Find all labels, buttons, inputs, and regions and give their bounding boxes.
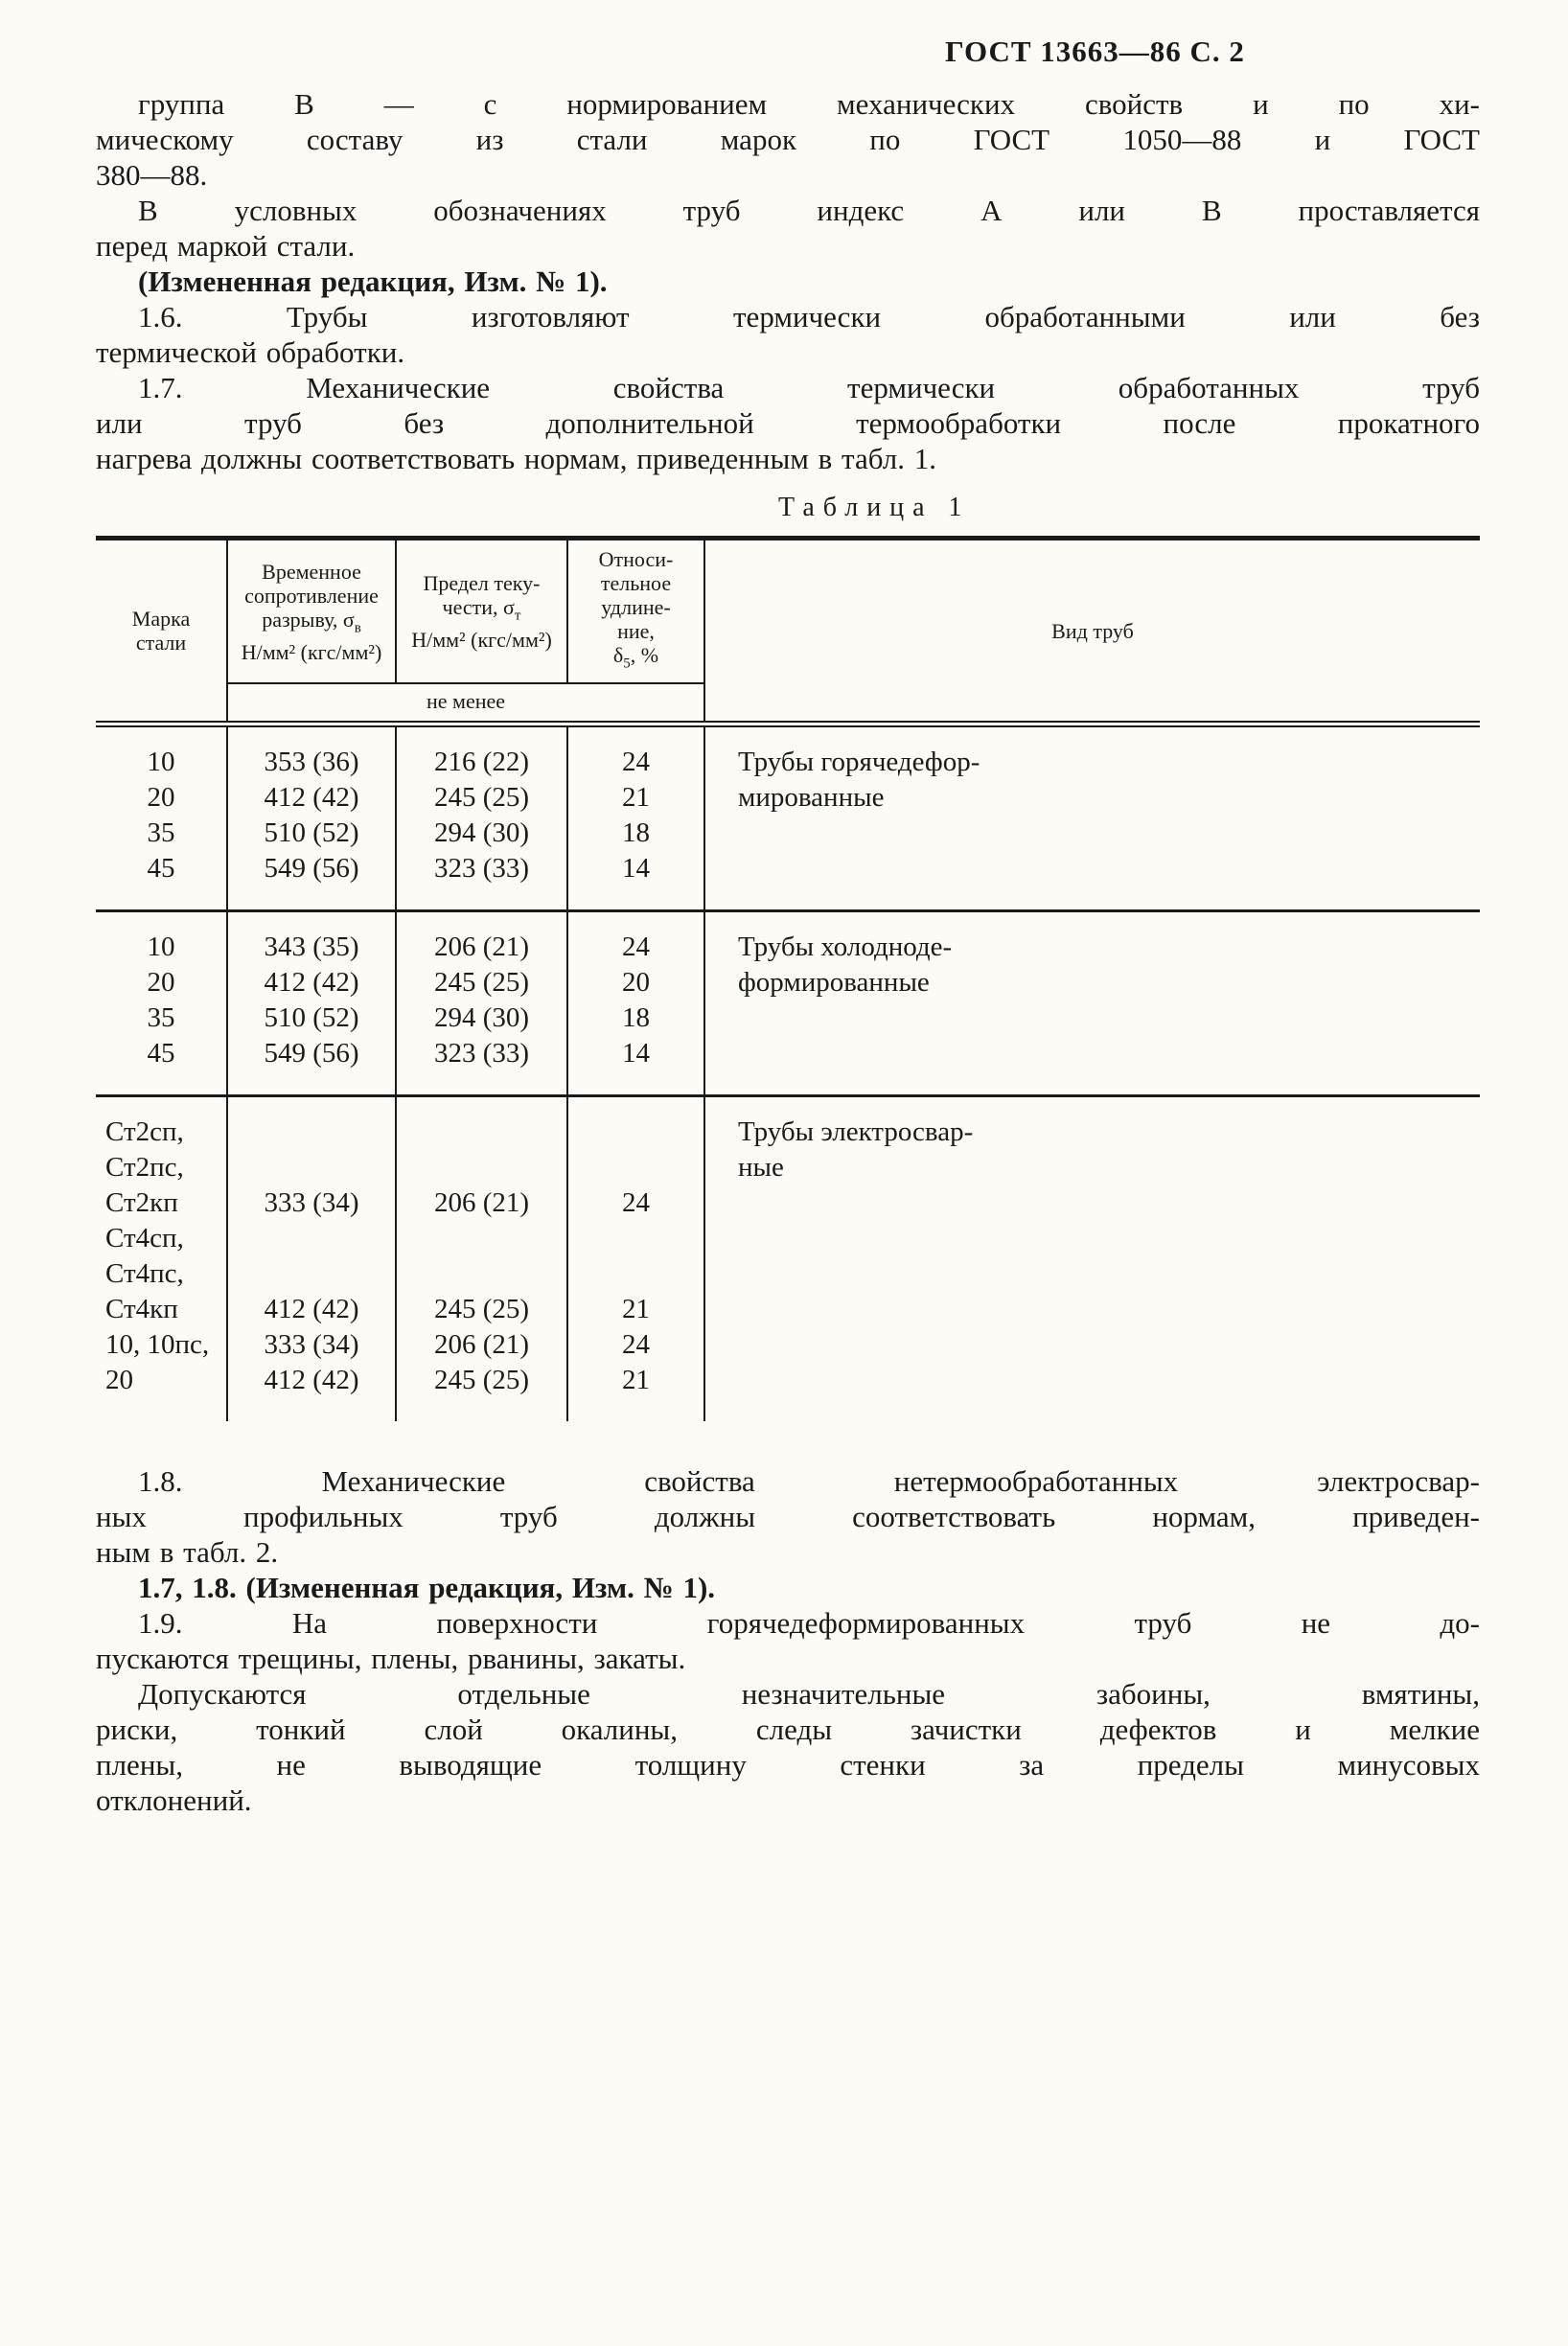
cell-value: 333 (34) xyxy=(227,1185,396,1221)
paragraphs-bottom xyxy=(96,1463,1480,1818)
page-header: ГОСТ 13663—86 С. 2 xyxy=(945,34,1245,68)
pipe-type-line: ные xyxy=(738,1152,784,1184)
text-line: 1.6. Трубы изготовляют термически обработанными или без xyxy=(138,300,1480,334)
header-line: чести, $\sigma_т$ xyxy=(442,595,521,624)
text-line: пускаются трещины, плены, рванины, закаты. xyxy=(96,1642,686,1676)
text-line: 380—88. xyxy=(96,158,208,192)
cell-value xyxy=(227,1221,396,1256)
cell-value: 412 (42) xyxy=(227,1292,396,1327)
cell-value: 294 (30) xyxy=(396,1000,567,1036)
cell-value: 343 (35) xyxy=(227,911,396,966)
cell-value: 245 (25) xyxy=(396,965,567,1000)
table-header-row xyxy=(96,539,1480,684)
text-line: риски, тонкий слой окалины, следы зачистки дефектов и мелкие xyxy=(96,1713,1480,1747)
header-line: удлине- xyxy=(601,595,671,619)
cell-value: 245 (25) xyxy=(396,1363,567,1421)
header-line: Относи- xyxy=(598,547,674,571)
paragraph xyxy=(96,299,1480,370)
column-header-elongation xyxy=(567,539,704,684)
pipe-type-line: мированные xyxy=(738,782,885,814)
text-line: отклонений. xyxy=(96,1783,252,1818)
cell-steel-mark: 45 xyxy=(96,1036,227,1096)
text-line: ных профильных труб должны соответствовать нормам, приведен- xyxy=(96,1500,1480,1534)
text-line: ным в табл. 2. xyxy=(96,1535,279,1570)
cell-steel-mark: 35 xyxy=(96,1000,227,1036)
header-line: ние, xyxy=(617,619,655,643)
cell-steel-mark: Ст2сп, xyxy=(96,1096,227,1151)
cell-steel-mark: Ст2кп xyxy=(96,1185,227,1221)
text-line: группа В — с нормированием механических свойств и по хи- xyxy=(138,87,1480,121)
text-line: мическому составу из стали марок по ГОСТ 1050—88 и ГОСТ xyxy=(96,123,1480,156)
cell-value xyxy=(396,1096,567,1151)
text-line: 1.8. Механические свойства нетермообработанных электросвар- xyxy=(138,1464,1480,1499)
paragraph xyxy=(96,1605,1480,1676)
text-line: 1.9. На поверхности горячедеформированных труб не до- xyxy=(138,1606,1480,1641)
cell-value xyxy=(567,1096,704,1151)
paragraph xyxy=(96,1676,1480,1818)
cell-steel-mark: Ст4сп, xyxy=(96,1221,227,1256)
header-line: разрыву, $\sigma_в$ xyxy=(262,607,361,635)
cell-value: 206 (21) xyxy=(396,1327,567,1363)
cell-value: 245 (25) xyxy=(396,780,567,816)
pipe-type-line: Трубы холодноде- xyxy=(738,932,953,963)
column-header-pipe-type xyxy=(704,539,1480,724)
cell-value: 245 (25) xyxy=(396,1292,567,1327)
cell-pipe-type xyxy=(704,724,1480,911)
text-line: В условных обозначениях труб индекс А или В проставляется xyxy=(138,194,1480,227)
header-line: Н/мм² (кгс/мм²) xyxy=(411,628,552,653)
cell-value: 20 xyxy=(567,965,704,1000)
cell-value: 294 (30) xyxy=(396,816,567,851)
header-line: Вид труб xyxy=(1051,618,1134,643)
cell-value xyxy=(227,1096,396,1151)
table-row xyxy=(96,1096,1480,1151)
text-line: Допускаются отдельные незначительные забоины, вмятины, xyxy=(138,1677,1480,1712)
cell-value xyxy=(567,1221,704,1256)
header-line: сопротивление xyxy=(244,583,379,608)
column-header-mark xyxy=(96,539,227,724)
cell-value xyxy=(227,1150,396,1185)
cell-steel-mark: 20 xyxy=(96,965,227,1000)
header-line: Н/мм² (кгс/мм²) xyxy=(241,639,382,664)
cell-value xyxy=(396,1221,567,1256)
table-group-1 xyxy=(96,724,1480,911)
column-header-tensile-strength xyxy=(227,539,396,684)
cell-steel-mark: Ст4кп xyxy=(96,1292,227,1327)
header-line: тельное xyxy=(600,571,672,595)
paragraph xyxy=(96,1463,1480,1570)
paragraph xyxy=(96,370,1480,476)
cell-pipe-type xyxy=(704,1096,1480,1422)
cell-value: 323 (33) xyxy=(396,851,567,911)
table-header xyxy=(96,539,1480,724)
cell-value: 24 xyxy=(567,1185,704,1221)
cell-value: 14 xyxy=(567,1036,704,1096)
cell-pipe-type xyxy=(704,911,1480,1096)
pipe-type-line: формированные xyxy=(738,967,930,999)
table-group-2 xyxy=(96,911,1480,1096)
cell-value: 510 (52) xyxy=(227,1000,396,1036)
cell-value: 353 (36) xyxy=(227,724,396,781)
text-line: (Измененная редакция, Изм. № 1). xyxy=(138,264,608,298)
cell-steel-mark: 10 xyxy=(96,724,227,781)
paragraph xyxy=(96,1570,1480,1605)
header-line: $\delta_5$, % xyxy=(612,643,659,672)
header-line: Временное xyxy=(262,559,361,584)
cell-value xyxy=(567,1256,704,1292)
cell-value: 18 xyxy=(567,816,704,851)
cell-value: 206 (21) xyxy=(396,1185,567,1221)
mechanical-properties-table xyxy=(96,536,1480,1421)
cell-value: 206 (21) xyxy=(396,911,567,966)
cell-value: 24 xyxy=(567,911,704,966)
cell-steel-mark: 10, 10пс, xyxy=(96,1327,227,1363)
text-line: 1.7. Механические свойства термически обработанных труб xyxy=(138,371,1480,404)
cell-steel-mark: 35 xyxy=(96,816,227,851)
table-row xyxy=(96,724,1480,781)
cell-value: 24 xyxy=(567,1327,704,1363)
cell-value: 323 (33) xyxy=(396,1036,567,1096)
cell-value xyxy=(567,1150,704,1185)
text-line: или труб без дополнительной термообработки после прокатного xyxy=(96,406,1480,440)
pipe-type-line: Трубы горячедефор- xyxy=(738,747,980,778)
cell-value: 24 xyxy=(567,724,704,781)
cell-steel-mark: 20 xyxy=(96,1363,227,1421)
cell-value: 333 (34) xyxy=(227,1327,396,1363)
cell-value: 549 (56) xyxy=(227,851,396,911)
cell-value: 21 xyxy=(567,780,704,816)
cell-value: 21 xyxy=(567,1363,704,1421)
cell-value: 412 (42) xyxy=(227,780,396,816)
paragraphs-top xyxy=(96,86,1480,476)
pipe-type-line: Трубы электросвар- xyxy=(738,1116,974,1148)
table-note: не менее xyxy=(227,683,704,724)
cell-value: 549 (56) xyxy=(227,1036,396,1096)
text-line: термической обработки. xyxy=(96,335,405,369)
cell-value: 412 (42) xyxy=(227,1363,396,1421)
paragraph xyxy=(96,193,1480,264)
cell-steel-mark: Ст2пс, xyxy=(96,1150,227,1185)
text-line: перед маркой стали. xyxy=(96,229,356,263)
header-line: Предел теку- xyxy=(423,571,541,595)
paragraph xyxy=(96,264,1480,299)
cell-value: 21 xyxy=(567,1292,704,1327)
text-line: 1.7, 1.8. (Измененная редакция, Изм. № 1). xyxy=(138,1571,716,1605)
cell-steel-mark: 10 xyxy=(96,911,227,966)
cell-value: 14 xyxy=(567,851,704,911)
text-line: плены, не выводящие толщину стенки за пределы минусовых xyxy=(96,1748,1480,1782)
cell-value: 18 xyxy=(567,1000,704,1036)
header-line: Марка xyxy=(131,607,191,632)
cell-value xyxy=(396,1256,567,1292)
text-line: нагрева должны соответствовать нормам, приведенным в табл. 1. xyxy=(96,442,936,475)
cell-steel-mark: Ст4пс, xyxy=(96,1256,227,1292)
cell-value xyxy=(227,1256,396,1292)
table-caption: Таблица 1 xyxy=(778,493,971,522)
table-row xyxy=(96,911,1480,966)
cell-value: 216 (22) xyxy=(396,724,567,781)
cell-steel-mark: 20 xyxy=(96,780,227,816)
cell-value: 412 (42) xyxy=(227,965,396,1000)
column-header-yield-strength xyxy=(396,539,567,684)
paragraph xyxy=(96,86,1480,193)
header-line: стали xyxy=(135,631,187,656)
cell-steel-mark: 45 xyxy=(96,851,227,911)
page-content xyxy=(96,86,1480,1818)
cell-value: 510 (52) xyxy=(227,816,396,851)
table-group-3 xyxy=(96,1096,1480,1422)
cell-value xyxy=(396,1150,567,1185)
